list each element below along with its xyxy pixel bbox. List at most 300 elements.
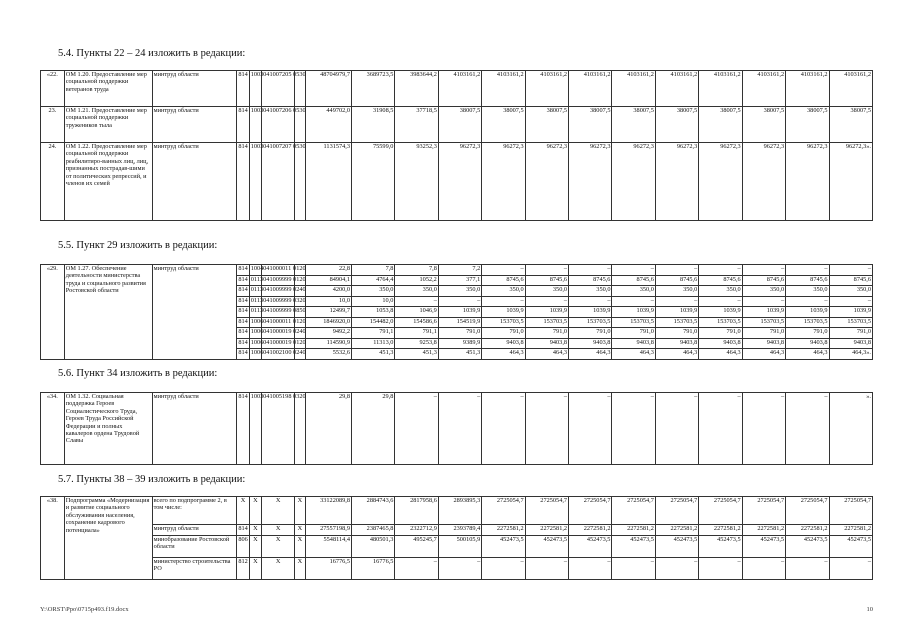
table-cell: 38007,5 — [829, 107, 873, 143]
table-cell: 38007,5 — [655, 107, 698, 143]
table-cell: 814 — [237, 107, 249, 143]
table-cell: 96272,3 — [569, 143, 612, 221]
table-cell: 791,1 — [352, 328, 395, 339]
table-cell: 464,3 — [699, 349, 742, 360]
table-cell: 153703,5 — [786, 317, 829, 328]
table-cell: – — [525, 265, 568, 276]
table-cell: «22. — [41, 71, 65, 107]
table-cell: 350,0 — [786, 286, 829, 297]
table-cell: 449702,0 — [305, 107, 352, 143]
table-cell: 1039,9 — [525, 307, 568, 318]
table-cell: 814 — [237, 328, 249, 339]
table-cell: X — [262, 536, 295, 558]
table-cell: 791,0 — [525, 328, 568, 339]
table-cell: 320 — [295, 296, 305, 307]
table-row — [41, 71, 873, 107]
table-cell: ОМ 1.20. Предоставление мер социальной поддержки ветеранов труда — [64, 71, 152, 107]
table-cell: 153703,5 — [655, 317, 698, 328]
table-cell: минтруд области — [152, 107, 237, 143]
table-cell: 9403,8 — [525, 338, 568, 349]
table-cell: 814 — [237, 265, 249, 276]
table-cell: 814 — [237, 393, 249, 465]
table-cell: 240 — [295, 349, 305, 360]
table-cell: 451,3 — [352, 349, 395, 360]
table-cell: «38. — [41, 497, 65, 580]
table-cell: X — [295, 558, 305, 580]
table-cell: 9403,8 — [699, 338, 742, 349]
table-cell: 9492,2 — [305, 328, 352, 339]
table-cell: 464,3 — [525, 349, 568, 360]
table-cell: – — [525, 393, 568, 465]
table-point-34 — [40, 392, 873, 465]
table-cell: 452473,5 — [612, 536, 655, 558]
table-cell: 9403,8 — [655, 338, 698, 349]
table-cell: 814 — [237, 296, 249, 307]
table-cell: 153703,5 — [569, 317, 612, 328]
table-cell: 2272581,2 — [786, 525, 829, 536]
table-cell: 791,0 — [438, 328, 481, 339]
table-cell: 1039,9 — [699, 307, 742, 318]
table-cell: 452473,5 — [786, 536, 829, 558]
table-cell: 041009999 0 — [262, 275, 295, 286]
table-cell: 10,0 — [305, 296, 352, 307]
table-cell: 2725054,7 — [525, 497, 568, 525]
table-cell: 2272581,2 — [525, 525, 568, 536]
table-cell: 8745,6 — [482, 275, 525, 286]
table-cell: X — [295, 536, 305, 558]
table-cell: 350,0 — [482, 286, 525, 297]
table-cell: – — [612, 393, 655, 465]
table-cell: 452473,5 — [569, 536, 612, 558]
table-cell: 1039,9 — [829, 307, 873, 318]
table-cell: 812 — [237, 558, 249, 580]
table-cell: 120 — [295, 338, 305, 349]
table-cell: 452473,5 — [482, 536, 525, 558]
table-cell: ОМ 1.21. Предоставление мер социальной поддержки тружеников тыла — [64, 107, 152, 143]
table-cell: 8745,6 — [699, 275, 742, 286]
table-cell: – — [655, 558, 698, 580]
table-cell: X — [249, 536, 261, 558]
table-cell: 041002100 0 — [262, 349, 295, 360]
table-cell: – — [438, 558, 481, 580]
table-cell: минтруд области — [152, 71, 237, 107]
table-cell: 153703,5 — [612, 317, 655, 328]
table-cell: 464,3 — [612, 349, 655, 360]
table-cell: 2725054,7 — [569, 497, 612, 525]
table-cell: 1003 — [249, 107, 261, 143]
table-cell: «29. — [41, 265, 65, 360]
table-cell: 22,8 — [305, 265, 352, 276]
table-cell: 120 — [295, 265, 305, 276]
table-cell: – — [829, 558, 873, 580]
table-cell: – — [786, 296, 829, 307]
table-cell: – — [786, 558, 829, 580]
table-cell: – — [829, 296, 873, 307]
table-cell: 464,3». — [829, 349, 873, 360]
table-cell: 814 — [237, 307, 249, 318]
table-cell: 153703,5 — [482, 317, 525, 328]
table-cell: 153703,5 — [829, 317, 873, 328]
table-cell: 041000011 0 — [262, 317, 295, 328]
table-cell: всего по подпрограмме 2, в том числе: — [152, 497, 237, 525]
table-cell: 9403,8 — [482, 338, 525, 349]
table-cell: 1004 — [249, 265, 261, 276]
table-cell: 495245,7 — [395, 536, 438, 558]
table-cell: 153703,5 — [699, 317, 742, 328]
table-cell: – — [612, 296, 655, 307]
table-cell: 3983644,2 — [395, 71, 438, 107]
table-cell: 814 — [237, 525, 249, 536]
table-cell: 120 — [295, 317, 305, 328]
section-heading: 5.6. Пункт 34 изложить в редакции: — [58, 368, 218, 379]
table-cell: – — [525, 296, 568, 307]
table-cell: 11313,0 — [352, 338, 395, 349]
table-cell: – — [742, 296, 785, 307]
table-cell: 9403,8 — [829, 338, 873, 349]
table-cell: 041000019 0 — [262, 338, 295, 349]
table-cell: 350,0 — [569, 286, 612, 297]
table-cell: 240 — [295, 286, 305, 297]
table-cell: 041009999 0 — [262, 286, 295, 297]
table-cell: 38007,5 — [786, 107, 829, 143]
table-cell: 814 — [237, 349, 249, 360]
table-cell: 2725054,7 — [786, 497, 829, 525]
table-cell: 29,8 — [305, 393, 352, 465]
table-cell: 0113 — [249, 296, 261, 307]
table-cell: 806 — [237, 536, 249, 558]
table-cell: – — [525, 558, 568, 580]
table-cell: 48704979,7 — [305, 71, 352, 107]
table-cell: 8745,6 — [525, 275, 568, 286]
table-cell: ». — [829, 393, 873, 465]
table-cell: 041009999 0 — [262, 307, 295, 318]
table-cell: – — [482, 296, 525, 307]
table-cell: 0113 — [249, 275, 261, 286]
table-cell: 1006 — [249, 338, 261, 349]
table-cell: 1006 — [249, 349, 261, 360]
table-cell: 791,0 — [786, 328, 829, 339]
table-row — [41, 558, 873, 580]
table-cell: 7,8 — [395, 265, 438, 276]
table-cell: 38007,5 — [612, 107, 655, 143]
table-cell: – — [482, 393, 525, 465]
table-row — [41, 143, 873, 221]
table-cell: 320 — [295, 393, 305, 465]
table-cell: – — [395, 558, 438, 580]
table-cell: 350,0 — [742, 286, 785, 297]
page-number: 10 — [866, 606, 873, 613]
table-row — [41, 525, 873, 536]
table-cell: 3689723,5 — [352, 71, 395, 107]
table-cell: 814 — [237, 143, 249, 221]
table-cell: 814 — [237, 317, 249, 328]
table-cell: 350,0 — [699, 286, 742, 297]
table-cell: 350,0 — [438, 286, 481, 297]
table-cell: 154586,6 — [395, 317, 438, 328]
section-heading: 5.7. Пункты 38 – 39 изложить в редакции: — [58, 474, 246, 485]
table-cell: 120 — [295, 275, 305, 286]
table-cell: 791,0 — [569, 328, 612, 339]
table-cell: 452473,5 — [699, 536, 742, 558]
section-heading: 5.5. Пункт 29 изложить в редакции: — [58, 240, 218, 251]
table-cell: 2725054,7 — [699, 497, 742, 525]
table-cell: 5532,6 — [305, 349, 352, 360]
table-row — [41, 497, 873, 525]
table-cell: 96272,3 — [699, 143, 742, 221]
table-cell: X — [262, 497, 295, 525]
table-cell: 791,0 — [742, 328, 785, 339]
table-cell: 1046,9 — [395, 307, 438, 318]
table-cell: 84904,1 — [305, 275, 352, 286]
table-cell: 4103161,2 — [525, 71, 568, 107]
table-points-22-24 — [40, 70, 873, 221]
table-cell: 350,0 — [655, 286, 698, 297]
table-cell: 1003 — [249, 143, 261, 221]
table-cell: – — [569, 393, 612, 465]
table-cell: 16776,5 — [305, 558, 352, 580]
table-cell: 4103161,2 — [612, 71, 655, 107]
table-row — [41, 536, 873, 558]
table-cell: X — [249, 525, 261, 536]
table-cell: ОМ 1.27. Обеспечение деятельности министерства труда и социального развития Ростовской области — [64, 265, 152, 360]
table-cell: 1039,9 — [786, 307, 829, 318]
table-cell: – — [829, 265, 873, 276]
table-cell: 7,2 — [438, 265, 481, 276]
table-cell: 2272581,2 — [612, 525, 655, 536]
table-cell: – — [699, 296, 742, 307]
table-cell: 38007,5 — [569, 107, 612, 143]
table-cell: – — [482, 265, 525, 276]
table-cell: 9403,8 — [786, 338, 829, 349]
table-cell: 16776,5 — [352, 558, 395, 580]
table-cell: 10,0 — [352, 296, 395, 307]
table-cell: – — [395, 393, 438, 465]
table-cell: минобразование Ростовской области — [152, 536, 237, 558]
table-cell: 2884743,6 — [352, 497, 395, 525]
table-cell: 12499,7 — [305, 307, 352, 318]
table-cell: 5548114,4 — [305, 536, 352, 558]
table-cell: 27557198,9 — [305, 525, 352, 536]
table-cell: 350,0 — [612, 286, 655, 297]
table-cell: – — [438, 296, 481, 307]
table-cell: 9403,8 — [569, 338, 612, 349]
table-row — [41, 393, 873, 465]
table-cell: X — [249, 558, 261, 580]
table-cell: X — [262, 525, 295, 536]
table-cell: 451,3 — [438, 349, 481, 360]
table-cell: 350,0 — [829, 286, 873, 297]
table-cell: X — [249, 497, 261, 525]
table-cell: 153703,5 — [525, 317, 568, 328]
table-cell: 2322712,9 — [395, 525, 438, 536]
table-cell: X — [237, 497, 249, 525]
table-cell: 451,3 — [395, 349, 438, 360]
table-cell: 041009999 0 — [262, 296, 295, 307]
table-cell: 350,0 — [352, 286, 395, 297]
table-cell: 96272,3 — [786, 143, 829, 221]
table-cell: 1006 — [249, 317, 261, 328]
table-cell: 9253,8 — [395, 338, 438, 349]
table-cell: 791,0 — [829, 328, 873, 339]
table-cell: 041007207 0 — [262, 143, 295, 221]
table-cell: ОМ 1.22. Предоставление мер социальной поддержки реабилитиро-ванных лиц, лиц, признанных пострадав-шими от политических репрессий, и членов их семей — [64, 143, 152, 221]
table-cell: 2817958,6 — [395, 497, 438, 525]
table-cell: 350,0 — [395, 286, 438, 297]
table-cell: 1006 — [249, 328, 261, 339]
table-cell: 1052,2 — [395, 275, 438, 286]
table-cell: 24. — [41, 143, 65, 221]
table-cell: 2272581,2 — [742, 525, 785, 536]
table-cell: 38007,5 — [438, 107, 481, 143]
table-cell: 33122089,8 — [305, 497, 352, 525]
table-cell: – — [742, 558, 785, 580]
table-cell: 350,0 — [525, 286, 568, 297]
table-cell: 791,0 — [655, 328, 698, 339]
table-cell: 4103161,2 — [742, 71, 785, 107]
table-cell: 8745,6 — [829, 275, 873, 286]
table-cell: X — [295, 497, 305, 525]
table-cell: 452473,5 — [655, 536, 698, 558]
table-cell: 8745,6 — [655, 275, 698, 286]
table-row — [41, 107, 873, 143]
table-cell: 23. — [41, 107, 65, 143]
table-cell: 814 — [237, 71, 249, 107]
table-cell: 1039,9 — [612, 307, 655, 318]
table-cell: 2393789,4 — [438, 525, 481, 536]
table-cell: – — [699, 265, 742, 276]
table-cell: 530 — [295, 71, 305, 107]
table-cell: 8745,6 — [786, 275, 829, 286]
table-cell: 452473,5 — [829, 536, 873, 558]
table-cell: – — [699, 558, 742, 580]
table-points-38-39 — [40, 496, 873, 580]
table-cell: 154519,9 — [438, 317, 481, 328]
table-cell: 452473,5 — [742, 536, 785, 558]
table-cell: 2272581,2 — [655, 525, 698, 536]
table-cell: 2725054,7 — [655, 497, 698, 525]
table-cell: 2272581,2 — [482, 525, 525, 536]
table-cell: 041000019 0 — [262, 328, 295, 339]
table-cell: 814 — [237, 286, 249, 297]
table-cell: 96272,3 — [482, 143, 525, 221]
section-heading: 5.4. Пункты 22 – 24 изложить в редакции: — [58, 48, 246, 59]
table-cell: – — [569, 265, 612, 276]
table-cell: 1039,9 — [742, 307, 785, 318]
table-cell: 8745,6 — [612, 275, 655, 286]
table-cell: 2272581,2 — [699, 525, 742, 536]
table-cell: минтруд области — [152, 393, 237, 465]
table-cell: 38007,5 — [482, 107, 525, 143]
table-cell: 2725054,7 — [829, 497, 873, 525]
table-cell: 041007205 0 — [262, 71, 295, 107]
table-cell: 114590,9 — [305, 338, 352, 349]
table-cell: 377,1 — [438, 275, 481, 286]
table-cell: X — [295, 525, 305, 536]
table-cell: 1039,9 — [569, 307, 612, 318]
table-cell: 4103161,2 — [482, 71, 525, 107]
table-cell: 2725054,7 — [482, 497, 525, 525]
table-cell: 530 — [295, 143, 305, 221]
table-cell: 240 — [295, 328, 305, 339]
table-cell: 041007206 0 — [262, 107, 295, 143]
table-cell: – — [655, 265, 698, 276]
table-cell: 814 — [237, 275, 249, 286]
table-cell: министерство строительства РО — [152, 558, 237, 580]
table-cell: 1131574,3 — [305, 143, 352, 221]
table-cell: 2893895,3 — [438, 497, 481, 525]
table-cell: 4103161,2 — [829, 71, 873, 107]
table-cell: 29,8 — [352, 393, 395, 465]
table-cell: – — [699, 393, 742, 465]
table-cell: 1039,9 — [482, 307, 525, 318]
table-cell: 464,3 — [786, 349, 829, 360]
table-cell: 1846920,0 — [305, 317, 352, 328]
table-cell: 2387465,8 — [352, 525, 395, 536]
table-cell: 850 — [295, 307, 305, 318]
table-cell: 96272,3 — [742, 143, 785, 221]
table-cell: Подпрограмма «Модернизация и развитие социального обслуживания населения, сохранение кадрового потенциала» — [64, 497, 152, 580]
table-cell: 93252,3 — [395, 143, 438, 221]
table-cell: 1053,8 — [352, 307, 395, 318]
table-cell: 791,0 — [612, 328, 655, 339]
table-cell: 0113 — [249, 286, 261, 297]
table-cell: 1039,9 — [438, 307, 481, 318]
table-cell: – — [742, 393, 785, 465]
table-cell: 1003 — [249, 393, 261, 465]
table-cell: 38007,5 — [699, 107, 742, 143]
table-cell: 31908,5 — [352, 107, 395, 143]
table-cell: 464,3 — [569, 349, 612, 360]
table-cell: 9389,9 — [438, 338, 481, 349]
table-cell: 464,3 — [482, 349, 525, 360]
table-cell: минтруд области — [152, 525, 237, 536]
table-cell: 041005198 0 — [262, 393, 295, 465]
table-cell: – — [569, 296, 612, 307]
table-cell: 500105,9 — [438, 536, 481, 558]
table-cell: 8745,6 — [569, 275, 612, 286]
table-cell: 464,3 — [655, 349, 698, 360]
table-cell: 791,1 — [395, 328, 438, 339]
table-cell: 791,0 — [699, 328, 742, 339]
table-cell: 1003 — [249, 71, 261, 107]
table-cell: 1039,9 — [655, 307, 698, 318]
table-cell: 8745,6 — [742, 275, 785, 286]
table-cell: 480501,3 — [352, 536, 395, 558]
table-cell: 154482,0 — [352, 317, 395, 328]
table-cell: – — [612, 558, 655, 580]
table-cell: 75599,0 — [352, 143, 395, 221]
table-cell: 153703,5 — [742, 317, 785, 328]
table-cell: 9403,8 — [742, 338, 785, 349]
table-cell: 2272581,2 — [569, 525, 612, 536]
table-cell: X — [262, 558, 295, 580]
table-cell: – — [786, 265, 829, 276]
table-cell: – — [786, 393, 829, 465]
table-cell: 4103161,2 — [569, 71, 612, 107]
table-cell: 96272,3 — [655, 143, 698, 221]
table-cell: 9403,8 — [612, 338, 655, 349]
table-cell: 452473,5 — [525, 536, 568, 558]
table-cell: 96272,3 — [438, 143, 481, 221]
table-cell: – — [438, 393, 481, 465]
table-cell: – — [395, 296, 438, 307]
table-cell: 2272581,2 — [829, 525, 873, 536]
table-cell: минтруд области — [152, 265, 237, 360]
table-cell: 96272,3». — [829, 143, 873, 221]
table-point-29 — [40, 264, 873, 360]
table-cell: – — [569, 558, 612, 580]
table-cell: – — [742, 265, 785, 276]
